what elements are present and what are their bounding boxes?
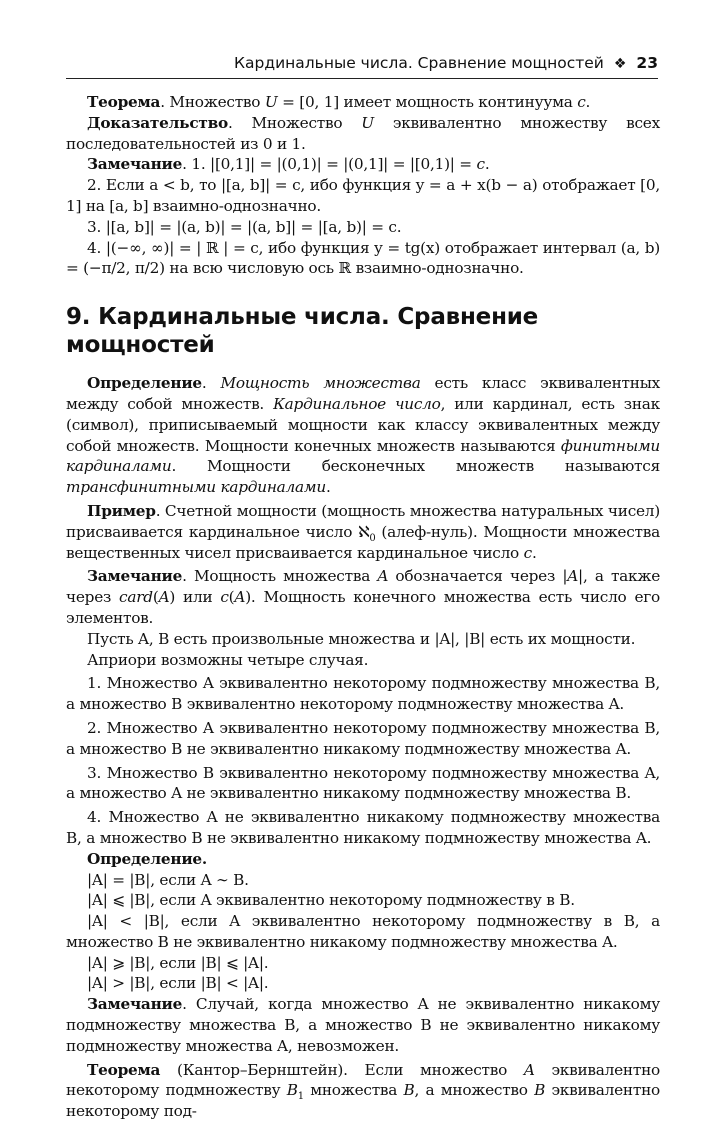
text: . [585, 93, 591, 111]
running-header [66, 52, 658, 79]
text: эквивалентно некоторому под- [66, 1081, 660, 1121]
case-4: 4. Множество A не эквивалентно никакому подмножеству множества B, а множество B не эквивалентно никакому подмножеству множества A. [66, 808, 660, 847]
text: |, а также через [66, 567, 660, 607]
aleph-subscript: 0 [369, 532, 376, 544]
example-label: Пример [87, 501, 156, 520]
text: . [484, 155, 490, 174]
text: ). Мощность конечного множества есть число его элементов. [66, 588, 660, 627]
var: B [286, 1081, 298, 1100]
text: . Счетной мощности (мощность множества натуральных чисел) присваивается кардинальное число [66, 501, 660, 541]
example-paragraph [66, 501, 660, 563]
subscript: 1 [297, 1091, 304, 1103]
remark-item-2: 2. Если a < b, то |[a, b]| = c, ибо функция y = a + x(b − a) отображает [0, 1] на [a, b] взаимно-однозначно. [66, 176, 660, 215]
definition-comparison [66, 849, 660, 870]
var: c [523, 543, 532, 562]
theorem-continuum [66, 92, 660, 113]
var: B [403, 1081, 415, 1100]
term: финитными кардиналами [66, 436, 660, 476]
running-header-title: Кардинальные числа. Сравнение мощностей [234, 54, 604, 72]
var: A [567, 567, 579, 586]
text: . [531, 543, 537, 562]
var: A [158, 588, 170, 607]
page-number: 23 [636, 54, 658, 72]
remark-intervals [66, 154, 660, 175]
comparison-line: |A| > |B|, если |B| < |A|. [87, 974, 269, 993]
var: B [534, 1081, 546, 1100]
text: . [201, 849, 207, 868]
remark-label: Замечание [87, 995, 183, 1014]
paragraph-let: Пусть A, B есть произвольные множества и |A|, |B| есть их мощности. [87, 629, 636, 648]
paragraph-apriori: Априори возможны четыре случая. [87, 650, 369, 669]
remark-label: Замечание [87, 567, 183, 586]
text: . Случай, когда множество A не эквивалентно никакому подмножеству множества B, а множество B не эквивалентно никакому подмножеству множества A, невозможен. [66, 995, 660, 1055]
section-heading: 9. Кардинальные числа. Сравнение мощностей [66, 304, 539, 359]
text: эквивалентно множеству всех последовательностей из 0 и 1. [66, 113, 660, 153]
text: . 1. |[0,1]| = |(0,1)| = |(0,1]| = |[0,1)| = [182, 155, 477, 174]
comparison-line: |A| ⩾ |B|, если |B| ⩽ |A|. [87, 953, 269, 972]
text: . [325, 478, 331, 497]
text: ) или [169, 588, 221, 607]
text: эквивалентно некоторому подмножеству [66, 1060, 660, 1100]
remark-item-3: 3. |[a, b]| = |(a, b)| = |(a, b]| = |[a, b)| = c. [87, 217, 402, 236]
page-body [66, 92, 660, 1122]
case-1: 1. Множество A эквивалентно некоторому подмножеству множества B, а множество B эквивалентно некоторому подмножеству множества A. [66, 674, 660, 714]
text: . Множество [227, 113, 362, 132]
definition-label: Определение [87, 374, 202, 393]
var: c [577, 93, 586, 111]
text: . Мощности бесконечных множеств называются [171, 457, 660, 476]
var: A [234, 588, 246, 607]
var: c [476, 155, 485, 174]
text: , а множество [414, 1081, 535, 1100]
term: Мощность множества [220, 374, 421, 393]
text: (алеф-нуль). Мощности множества вещественных чисел присваивается кардинальное число [66, 522, 661, 562]
proof-label: Доказательство [87, 113, 228, 132]
var: U [264, 93, 278, 111]
text: , или кардинал, есть знак (символ), приписываемый мощности как классу эквивалентных между собой множеств. Мощности конечных множеств называются [66, 394, 660, 455]
comparison-line: |A| ⩽ |B|, если A эквивалентно некоторому подмножеству в B. [87, 891, 575, 910]
comparison-line: |A| < |B|, если A эквивалентно некоторому подмножеству в B, а множество B не эквивалентно никакому подмножеству множества A. [66, 912, 660, 951]
aleph-symbol: ℵ [358, 522, 370, 541]
var: A [523, 1060, 535, 1079]
text: (Кантор–Бернштейн). Если множество [160, 1060, 524, 1079]
text: = [0, 1] имеет мощность континуума [277, 93, 578, 111]
var: A [377, 567, 389, 586]
theorem-label: Теорема [87, 93, 161, 111]
var: U [361, 113, 374, 132]
case-3: 3. Множество B эквивалентно некоторому подмножеству множества A, а множество A не эквивалентно никакому подмножеству множества B. [66, 763, 660, 803]
text: ( [228, 588, 235, 607]
text: . Множество [160, 93, 265, 111]
remark-item-4: 4. |(−∞, ∞)| = | ℝ | = c, ибо функция y = tg(x) отображает интервал (a, b) = (−π/2, π/2) на всю числовую ось ℝ взаимно-однозначно. [66, 238, 660, 278]
text: обозначается через | [388, 567, 568, 586]
proof-paragraph [66, 113, 660, 155]
text: . Мощность множества [182, 567, 378, 586]
term: Кардинальное число [273, 394, 441, 413]
func: c [220, 588, 229, 607]
text: есть класс эквивалентных между собой множеств. [66, 374, 660, 413]
ornament-icon: ❖ [613, 56, 627, 72]
theorem-label: Теорема [87, 1060, 161, 1079]
remark-label: Замечание [87, 155, 183, 174]
remark-notation [66, 566, 660, 628]
text: множества [303, 1081, 404, 1100]
definition-label: Определение [87, 849, 202, 868]
remark-impossible [66, 994, 660, 1056]
theorem-cantor-bernstein [66, 1060, 660, 1122]
text: . [201, 374, 221, 393]
text: ( [152, 588, 159, 607]
definition-cardinal [66, 373, 660, 498]
case-2: 2. Множество А эквивалентно некоторому подмножеству множества B, а множество B не эквивалентно никакому подмножеству множества A. [66, 718, 660, 758]
term: трансфинитными кардиналами [66, 478, 326, 497]
func: card [119, 588, 153, 607]
comparison-line: |A| = |B|, если A ∼ B. [87, 870, 249, 889]
